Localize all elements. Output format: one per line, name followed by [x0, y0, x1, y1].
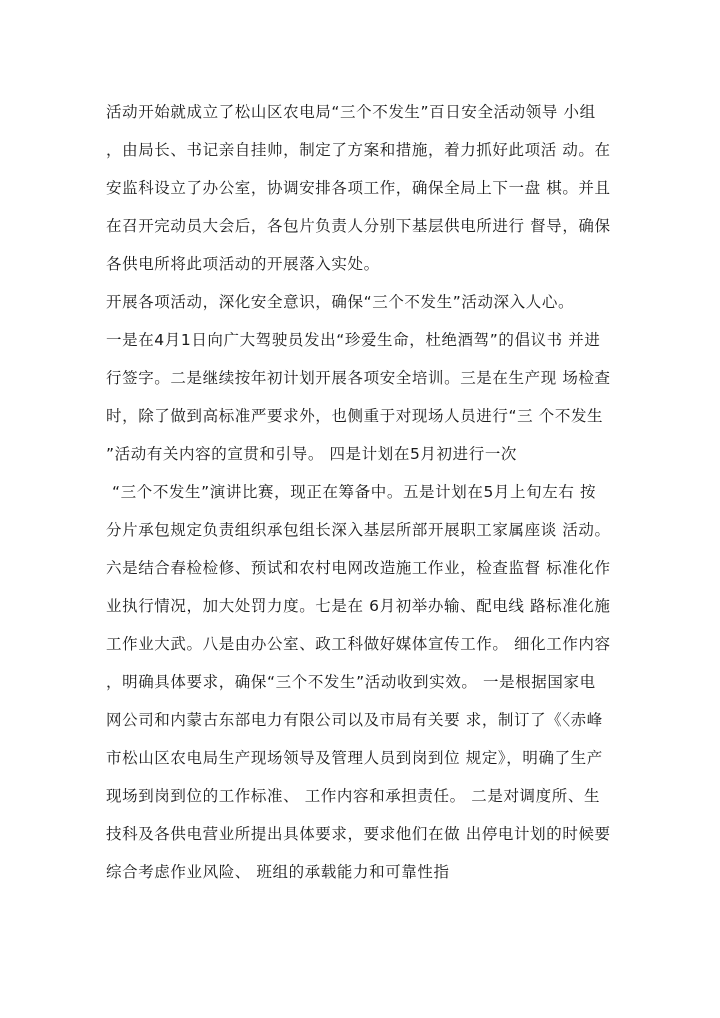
paragraph-line: 行签字。二是继续按年初计划开展各项安全培训。三是在生产现 场检查 — [106, 369, 611, 387]
paragraph-line: 安监科设立了办公室，协调安排各项工作，确保全局上下一盘 棋。并且 — [106, 179, 611, 197]
paragraph-line: 活动开始就成立了松山区农电局“三个不发生”百日安全活动领导 小组 — [106, 103, 596, 121]
paragraph-line: 一是在4月1日向广大驾驶员发出“珍爱生命，杜绝酒驾”的倡议书 并进 — [106, 331, 601, 349]
paragraph-line: ，明确具体要求，确保“三个不发生”活动收到实效。 一是根据国家电 — [106, 673, 596, 691]
paragraph-line: ，由局长、书记亲自挂帅，制定了方案和措施，着力抓好此项活 动。在 — [106, 141, 611, 159]
paragraph-line: 开展各项活动，深化安全意识，确保“三个不发生”活动深入人心。 — [106, 293, 575, 311]
paragraph-line: 市松山区农电局生产现场领导及管理人员到岗到位 规定》，明确了生产 — [106, 749, 603, 767]
paragraph-line: 网公司和内蒙古东部电力有限公司以及市局有关要 求，制订了《〈赤峰 — [106, 711, 603, 729]
paragraph-line: 技科及各供电营业所提出具体要求，要求他们在做 出停电计划的时候要 — [106, 825, 611, 843]
paragraph-line: 现场到岗到位的工作标准、 工作内容和承担责任。 二是对调度所、生 — [106, 787, 601, 805]
paragraph-line: 各供电所将此项活动的开展落入实处。 — [106, 255, 380, 273]
paragraph-line: ”活动有关内容的宣贯和引导。 四是计划在5月初进行一次 — [106, 445, 518, 463]
paragraph-line: 时，除了做到高标准严要求外，也侧重于对现场人员进行“三 个不发生 — [106, 407, 604, 425]
paragraph-line: 在召开完动员大会后，各包片负责人分别下基层供电所进行 督导，确保 — [106, 217, 611, 235]
paragraph-line: 综合考虑作业风险、 班组的承载能力和可靠性指 — [106, 863, 450, 881]
paragraph-line: “三个不发生”演讲比赛，现正在筹备中。五是计划在5月上旬左右 按 — [112, 483, 597, 501]
paragraph-line: 分片承包规定负责组织承包组长深入基层所部开展职工家属座谈 活动。 — [106, 521, 611, 539]
paragraph-line: 六是结合春检检修、预试和农村电网改造施工作业，检查监督 标准化作 — [106, 559, 611, 577]
paragraph-line: 业执行情况，加大处罚力度。七是在 6月初举办输、配电线 路标准化施 — [106, 597, 611, 615]
paragraph-line: 工作业大武。八是由办公室、政工科做好媒体宣传工作。 细化工作内容 — [106, 635, 611, 653]
